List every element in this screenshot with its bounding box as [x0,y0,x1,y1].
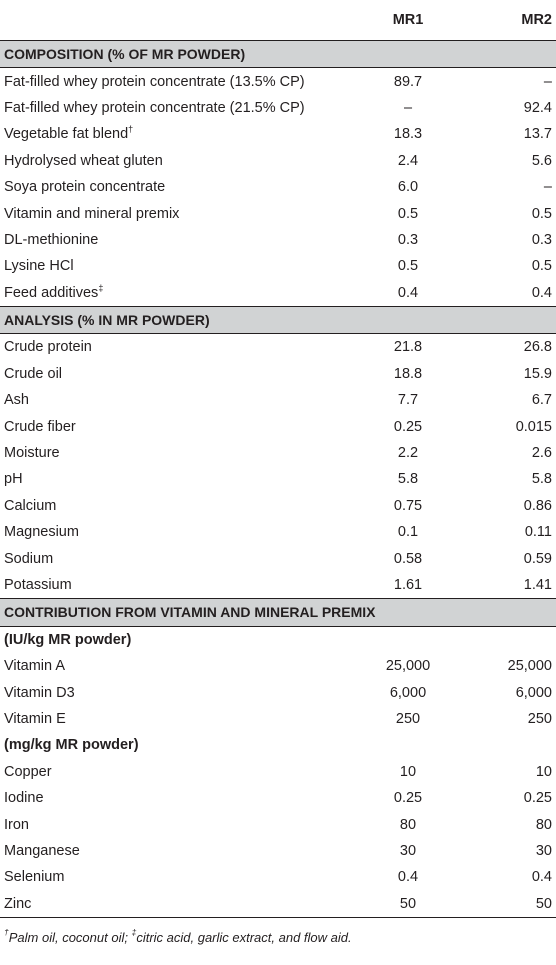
mr1-value: 10 [399,763,417,780]
mr1-value: 50 [358,891,458,918]
mr1-value: 0.3 [397,231,419,248]
mr2-value: 0.5 [531,258,552,275]
mr1-value: 7.7 [397,392,419,409]
footnote-mark-dagger: † [4,926,9,937]
mr2-value: 0.11 [524,524,552,541]
footnote-marker: ‡ [98,282,104,293]
section-header-row [0,306,556,333]
table-footnote [0,918,556,945]
table-row [0,68,556,95]
row-label [0,572,358,599]
section-title: ANALYSIS (% IN MR POWDER) [0,306,556,333]
mr2-value: 0.4 [531,284,552,301]
mr2-value: 6,000 [515,684,552,701]
table-row [0,759,556,785]
mr1-value: 25,000 [385,658,431,675]
table-row [0,334,556,361]
table-row [0,121,556,147]
mr2-value: 0.5 [531,205,552,222]
row-label [0,361,358,387]
row-label [0,811,358,837]
mr1-value: 250 [395,710,421,727]
row-label-text: Crude protein [4,339,92,356]
row-label-text: Copper [4,763,52,780]
row-label-text: pH [4,471,23,488]
mr2-value: 1.41 [523,577,552,593]
row-label [0,891,358,918]
row-label [0,785,358,811]
mr2-value: 0.25 [523,790,552,807]
row-label [0,493,358,519]
row-label-text: Feed additives [4,284,99,301]
table-row [0,706,556,732]
mr2-value: 50 [458,891,556,918]
subheading-label: (mg/kg MR powder) [4,737,139,754]
mr2-value: 5.6 [531,152,552,169]
mr2-value: – [543,179,552,196]
table-row [0,838,556,864]
table-row [0,200,556,226]
row-label-text: Manganese [4,842,80,859]
footnote-marker: † [128,124,134,135]
mr2-value: 0.59 [523,550,552,567]
mr2-value: 2.6 [531,445,552,462]
header-cell-mr1: MR1 [358,0,458,41]
mr1-value: 0.4 [397,869,419,886]
mr2-value: – [543,73,552,90]
row-label-text: Magnesium [4,524,79,541]
table-row [0,413,556,439]
mr1-value: 0.75 [393,497,423,514]
mr2-value: 92.4 [523,99,552,116]
row-label-text: Potassium [4,577,72,593]
row-label [0,95,358,121]
table-row [0,174,556,200]
row-label-text: Fat-filled whey protein concentrate (13.5% CP) [4,73,305,90]
table-row [0,572,556,599]
row-label-text: Hydrolysed wheat gluten [4,152,163,169]
row-label [0,653,358,679]
mr1-value: 0.4 [397,284,419,301]
table-row [0,387,556,413]
row-label-text: Soya protein concentrate [4,179,166,196]
table-row [0,361,556,387]
mr2-value: 0.86 [523,497,552,514]
mr1-value: 5.8 [397,471,419,488]
mr1-value: 30 [399,842,417,859]
table-row [0,466,556,492]
row-label-text: DL-methionine [4,231,99,248]
header-cell-mr2: MR2 [458,0,556,41]
row-label-text: Sodium [4,550,54,567]
table-row [0,280,556,307]
row-label [0,200,358,226]
row-label [0,253,358,279]
table-row [0,785,556,811]
mr2-value: 250 [527,710,552,727]
row-label-text: Calcium [4,497,57,514]
mr1-value: 0.25 [393,418,423,435]
section-header-row [0,41,556,68]
row-label-text: Vitamin E [4,710,66,727]
mr2-value: 0.015 [515,418,552,435]
row-label-text: Ash [4,392,29,409]
row-label [0,519,358,545]
row-label-text: Zinc [4,895,32,912]
row-label [0,280,358,307]
row-label [0,440,358,466]
footnote-text-1: Palm oil, coconut oil; [8,929,132,945]
mr1-value: 0.58 [393,550,423,567]
mr1-value: 18.3 [393,126,423,143]
mr1-value: 0.1 [397,524,419,541]
table-row [0,864,556,890]
table-row [0,891,556,918]
subheading-row [0,626,556,653]
mr2-value: 25,000 [507,658,552,675]
row-label-text: Lysine HCl [4,258,74,275]
mr1-value: 18.8 [393,365,423,382]
table-row [0,253,556,279]
mr2-value: 30 [535,842,552,859]
row-label [0,545,358,571]
row-label-text: Fat-filled whey protein concentrate (21.5% CP) [4,99,305,116]
row-label [0,466,358,492]
mr1-value: 0.5 [397,258,419,275]
subheading-row [0,732,556,758]
section-title: CONTRIBUTION FROM VITAMIN AND MINERAL PREMIX [0,599,556,626]
row-label-text: Crude fiber [4,418,76,435]
subheading-label: (IU/kg MR powder) [4,631,132,648]
row-label [0,148,358,174]
row-label [0,679,358,705]
mr1-value: 6.0 [397,179,419,196]
row-label-text: Crude oil [4,365,63,382]
row-label-text: Vitamin and mineral premix [4,205,180,222]
mr2-value: 0.4 [531,869,552,886]
row-label-text: Vegetable fat blend [4,126,129,143]
mr1-value: 21.8 [393,339,423,356]
mr1-value: 89.7 [393,73,423,90]
row-label [0,68,358,95]
table-row [0,545,556,571]
mr2-value: 80 [535,816,552,833]
mr2-value: 15.9 [523,365,552,382]
row-label-text: Vitamin A [4,658,65,675]
footnote-mark-double-dagger: ‡ [131,926,137,937]
mr1-value: 2.4 [397,152,419,169]
mr2-value: 10 [535,763,552,780]
mr1-value: 1.61 [393,577,423,593]
mr2-value: 5.8 [531,471,552,488]
table-row [0,440,556,466]
table-row [0,95,556,121]
row-label [0,121,358,147]
table-row [0,493,556,519]
mr1-value: 0.25 [393,790,423,807]
row-label-text: Iron [4,816,29,833]
mr2-value: 26.8 [523,339,552,356]
row-label [0,838,358,864]
table-row [0,653,556,679]
table-row [0,519,556,545]
table-row [0,148,556,174]
row-label-text: Iodine [4,790,44,807]
section-header-row [0,599,556,626]
mr1-value: 2.2 [397,445,419,462]
mr2-value: 13.7 [523,126,552,143]
row-label [0,227,358,253]
table-row [0,679,556,705]
section-title: COMPOSITION (% OF MR POWDER) [0,41,556,68]
mr1-value: 0.5 [397,205,419,222]
row-label-text: Moisture [4,445,60,462]
mr1-value: 80 [399,816,417,833]
mr1-value: 6,000 [389,684,427,701]
row-label [0,864,358,890]
table-row [0,811,556,837]
row-label [0,174,358,200]
row-label [0,759,358,785]
row-label-text: Selenium [4,869,65,886]
mr2-value: 0.3 [531,231,552,248]
row-label-text: Vitamin D3 [4,684,75,701]
row-label [0,413,358,439]
table-row [0,227,556,253]
row-label [0,334,358,361]
footnote-text-2: citric acid, garlic extract, and flow aid. [136,929,352,945]
row-label [0,706,358,732]
row-label [0,387,358,413]
table-header-row [0,0,556,41]
header-cell-label [0,0,358,41]
mr2-value: 6.7 [531,392,552,409]
mr1-value: – [403,99,413,116]
